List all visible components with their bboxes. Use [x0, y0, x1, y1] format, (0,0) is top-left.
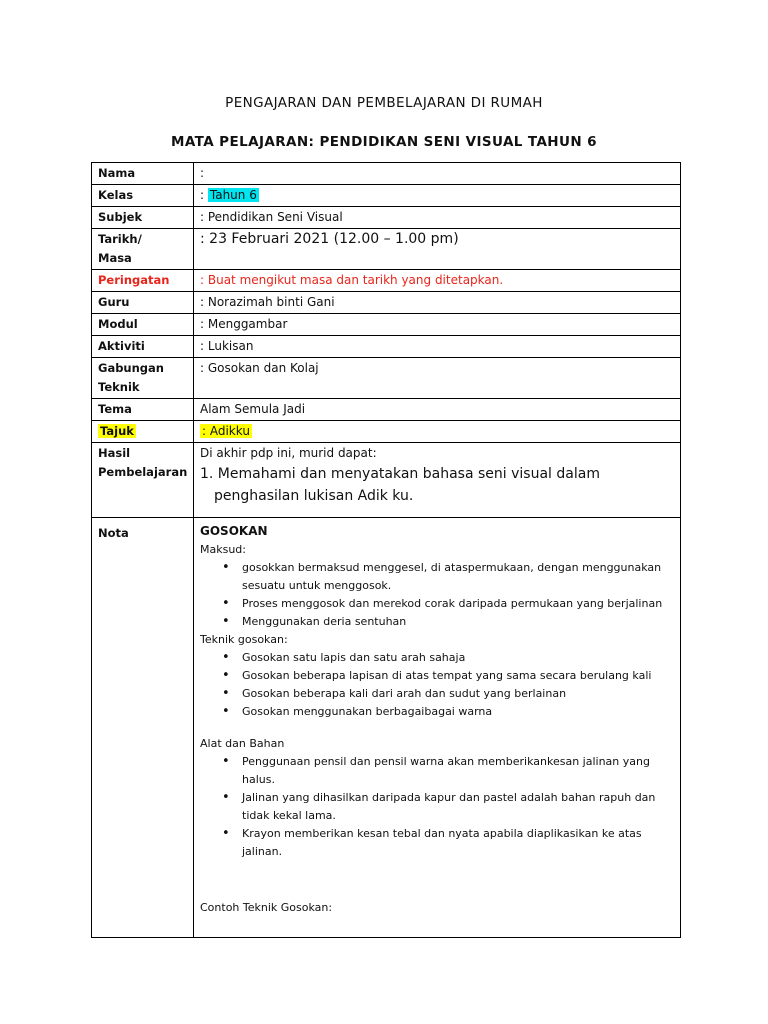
row-subjek	[92, 207, 681, 229]
outcome-item: 1. Memahami dan menyatakan bahasa seni visual dalam penghasilan lukisan Adik ku.	[200, 466, 600, 504]
label-hasil	[92, 443, 194, 518]
list-item: • gosokkan bermaksud menggesel, di ataspermukaan, dengan menggunakan sesuatu untuk menggosok.	[242, 559, 674, 595]
label-tarikh	[92, 229, 194, 270]
hasil-intro: Di akhir pdp ini, murid dapat:	[200, 446, 377, 460]
label-gabungan-line2: Teknik	[98, 380, 140, 394]
list-item: • Gosokan menggunakan berbagaibagai warna	[242, 703, 674, 721]
value-hasil	[194, 443, 681, 518]
value-tema: Alam Semula Jadi	[194, 399, 681, 421]
tajuk-highlight: Tajuk	[100, 424, 134, 438]
contoh-label: Contoh Teknik Gosokan:	[200, 901, 333, 914]
list-item: • Penggunaan pensil dan pensil warna akan memberikankesan jalinan yang halus.	[242, 753, 674, 789]
value-nota	[194, 518, 681, 938]
kelas-highlight: Tahun 6	[209, 188, 257, 202]
alat-label: Alat dan Bahan	[200, 737, 285, 750]
row-gabungan	[92, 358, 681, 399]
row-tema	[92, 399, 681, 421]
label-nama: Nama	[92, 163, 194, 185]
list-item: • Jalinan yang dihasilkan daripada kapur dan pastel adalah bahan rapuh dan tidak kekal lama.	[242, 789, 674, 825]
label-subjek: Subjek	[92, 207, 194, 229]
list-item: • Menggunakan deria sentuhan	[242, 613, 674, 631]
spacer	[200, 861, 674, 899]
document-subtitle: MATA PELAJARAN: PENDIDIKAN SENI VISUAL TAHUN 6	[171, 134, 597, 150]
maksud-label: Maksud:	[200, 543, 246, 556]
row-peringatan	[92, 270, 681, 292]
label-modul: Modul	[92, 314, 194, 336]
label-tajuk	[92, 421, 194, 443]
list-item: • Gosokan satu lapis dan satu arah sahaja	[242, 649, 674, 667]
row-aktiviti	[92, 336, 681, 358]
value-kelas	[194, 185, 681, 207]
value-subjek: : Pendidikan Seni Visual	[194, 207, 681, 229]
label-peringatan: Peringatan	[92, 270, 194, 292]
row-kelas	[92, 185, 681, 207]
lesson-table	[91, 162, 681, 938]
label-tarikh-line2: Masa	[98, 251, 132, 265]
label-hasil-line1: Hasil	[98, 446, 131, 460]
value-aktiviti: : Lukisan	[194, 336, 681, 358]
maksud-list	[200, 559, 674, 631]
list-item: • Proses menggosok dan merekod corak daripada permukaan yang berjalinan	[242, 595, 674, 613]
row-nama	[92, 163, 681, 185]
value-gabungan: : Gosokan dan Kolaj	[194, 358, 681, 399]
row-nota	[92, 518, 681, 938]
value-nama: :	[194, 163, 681, 185]
label-guru: Guru	[92, 292, 194, 314]
list-item: • Gosokan beberapa kali dari arah dan sudut yang berlainan	[242, 685, 674, 703]
document-title: PENGAJARAN DAN PEMBELAJARAN DI RUMAH	[225, 95, 543, 111]
value-peringatan: : Buat mengikut masa dan tarikh yang ditetapkan.	[194, 270, 681, 292]
value-tajuk	[194, 421, 681, 443]
row-guru	[92, 292, 681, 314]
list-item: • Krayon memberikan kesan tebal dan nyata apabila diaplikasikan ke atas jalinan.	[242, 825, 674, 861]
label-tarikh-line1: Tarikh/	[98, 232, 142, 246]
spacer	[200, 721, 674, 735]
row-tajuk	[92, 421, 681, 443]
label-aktiviti: Aktiviti	[92, 336, 194, 358]
value-guru: : Norazimah binti Gani	[194, 292, 681, 314]
label-hasil-line2: Pembelajaran	[98, 465, 188, 479]
kelas-prefix: :	[200, 188, 205, 202]
teknik-list	[200, 649, 674, 721]
outcome-list	[200, 463, 674, 507]
tajuk-value-highlight: : Adikku	[202, 424, 250, 438]
row-modul	[92, 314, 681, 336]
label-kelas: Kelas	[92, 185, 194, 207]
label-gabungan-line1: Gabungan	[98, 361, 164, 375]
label-tema: Tema	[92, 399, 194, 421]
label-gabungan	[92, 358, 194, 399]
teknik-label: Teknik gosokan:	[200, 633, 288, 646]
value-modul: : Menggambar	[194, 314, 681, 336]
nota-title: GOSOKAN	[200, 524, 268, 538]
list-item: • Gosokan beberapa lapisan di atas tempat yang sama secara berulang kali	[242, 667, 674, 685]
alat-list	[200, 753, 674, 861]
row-tarikh	[92, 229, 681, 270]
value-tarikh: : 23 Februari 2021 (12.00 – 1.00 pm)	[194, 229, 681, 270]
row-hasil	[92, 443, 681, 518]
label-nota: Nota	[92, 518, 194, 938]
